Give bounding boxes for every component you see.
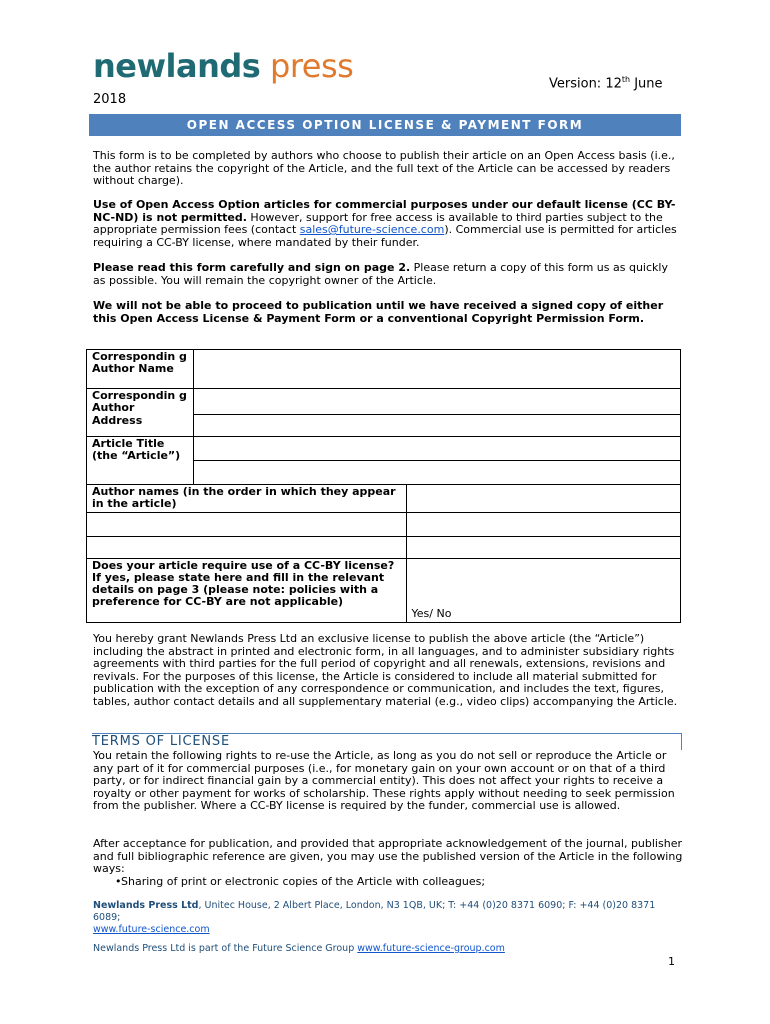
footer-group-line [93, 943, 683, 955]
author-names-field-4[interactable] [87, 536, 407, 558]
footer-address [93, 900, 683, 936]
page-number: 1 [668, 955, 675, 968]
version-suffix: June [630, 76, 663, 92]
table-row [87, 350, 681, 389]
table-row [87, 558, 681, 622]
article-title-field-2[interactable] [193, 461, 680, 485]
sales-email-link[interactable]: sales@future-science.com [299, 223, 445, 237]
author-names-label: Author names (in the order in which they appear in the article) [87, 485, 407, 513]
version-sup: th [621, 75, 631, 84]
author-names-field-3[interactable] [406, 512, 681, 536]
footer-company-name: Newlands Press Ltd [93, 900, 199, 911]
intro-paragraph-2 [93, 199, 683, 249]
table-row [87, 389, 681, 415]
author-names-field-2[interactable] [87, 512, 407, 536]
footer-group-text: Newlands Press Ltd is part of the Future Science Group [93, 943, 358, 954]
logo-text-press: press [260, 47, 354, 85]
footer-website-link[interactable]: www.future-science.com [93, 924, 210, 935]
table-row [87, 512, 681, 536]
table-row [87, 536, 681, 558]
author-names-field-1[interactable] [406, 485, 681, 513]
corresponding-author-name-field[interactable] [193, 350, 680, 389]
ccby-answer-field[interactable]: Yes/ No [406, 558, 681, 622]
intro-p2-text-b: ). Commercial use is permitted for articles requiring a CC-BY license, where mandated by their funder. [93, 223, 677, 249]
corresponding-author-name-label: Correspondin g Author Name [87, 350, 194, 389]
logo-text-newlands: newlands [93, 47, 261, 85]
intro-paragraph-3 [93, 262, 683, 287]
author-names-field-5[interactable] [406, 536, 681, 558]
newlands-press-logo [93, 47, 354, 85]
footer-address-text: , Unitec House, 2 Albert Place, London, N3 1QB, UK; T: +44 (0)20 8371 6090; F: +44 (0)20 8371 6089; [93, 900, 656, 923]
terms-of-license-heading: TERMS OF LICENSE [92, 733, 682, 750]
terms-paragraph-2 [93, 838, 683, 888]
corresponding-author-address-field-2[interactable] [193, 415, 680, 437]
article-title-field-1[interactable] [193, 437, 680, 461]
terms-p2-text: After acceptance for publication, and provided that appropriate acknowledgement of the journal, publisher and full bibliographic reference are given, you may use the published version of the Article in the following ways: [93, 837, 683, 876]
corresponding-author-address-label: Correspondin g Author Address [87, 389, 194, 437]
usage-rights-list [93, 876, 683, 889]
article-title-label: Article Title (the “Article”) [87, 437, 194, 485]
version-prefix: Version: 12 [549, 76, 622, 92]
intro-paragraph-1: This form is to be completed by authors who choose to publish their article on an Open Access basis (i.e., the author retains the copyright of the Article, and the full text of the Article can be accessed by readers without charge). [93, 149, 675, 188]
commercial-use-notice: Use of Open Access Option articles for commercial purposes under our default license (CC BY-NC-ND) is not permitted. [93, 198, 676, 224]
corresponding-author-address-field-1[interactable] [193, 389, 680, 415]
author-details-table [86, 349, 681, 623]
intro-p3-rest: Please return a copy of this form us as quickly as possible. You will remain the copyright owner of the Article. [93, 261, 668, 287]
form-title-banner: OPEN ACCESS OPTION LICENSE & PAYMENT FORM [89, 114, 681, 136]
version-year: 2018 [93, 92, 127, 107]
read-carefully-notice: Please read this form carefully and sign on page 2. [93, 261, 411, 274]
version-line [549, 75, 663, 91]
future-science-group-link[interactable]: www.future-science-group.com [357, 943, 505, 954]
intro-p2-text-a: However, support for free access is available to third parties subject to the appropriate permission fees (contact [93, 210, 663, 237]
ccby-question-label: Does your article require use of a CC-BY license? If yes, please state here and fill in the relevant details on page 3 (please note: policies with a preference for CC-BY are not applicable) [87, 558, 407, 622]
list-item: • Sharing of print or electronic copies of the Article with colleagues; [93, 876, 683, 889]
table-row [87, 485, 681, 513]
table-row [87, 437, 681, 461]
terms-paragraph-1: You retain the following rights to re-use the Article, as long as you do not sell or reproduce the Article or any part of it for commercial purposes (i.e., for monetary gain on your own account or on that of a third party, or for indirect financial gain by a commercial entity). This does not affect your rights to receive a royalty or other payment for works of scholarship. These rights apply without needing to seek permission from the publisher. Where a CC-BY license is required by the funder, commercial use is allowed. [93, 749, 675, 813]
intro-paragraph-4: We will not be able to proceed to publication until we have received a signed copy of either this Open Access License & Payment Form or a conventional Copyright Permission Form. [93, 299, 664, 325]
license-grant-paragraph: You hereby grant Newlands Press Ltd an exclusive license to publish the above article (the “Article”) including the abstract in printed and electronic form, in all languages, and to administer subsidiary rights agreements with third parties for the full period of copyright and all renewals, extensions, revisions and revivals. For the purposes of this license, the Article is considered to include all material submitted for publication with the exception of any correspondence or communication, and includes the text, figures, tables, author contact details and all supplementary material (e.g., video clips) accompanying the Article. [93, 632, 678, 708]
